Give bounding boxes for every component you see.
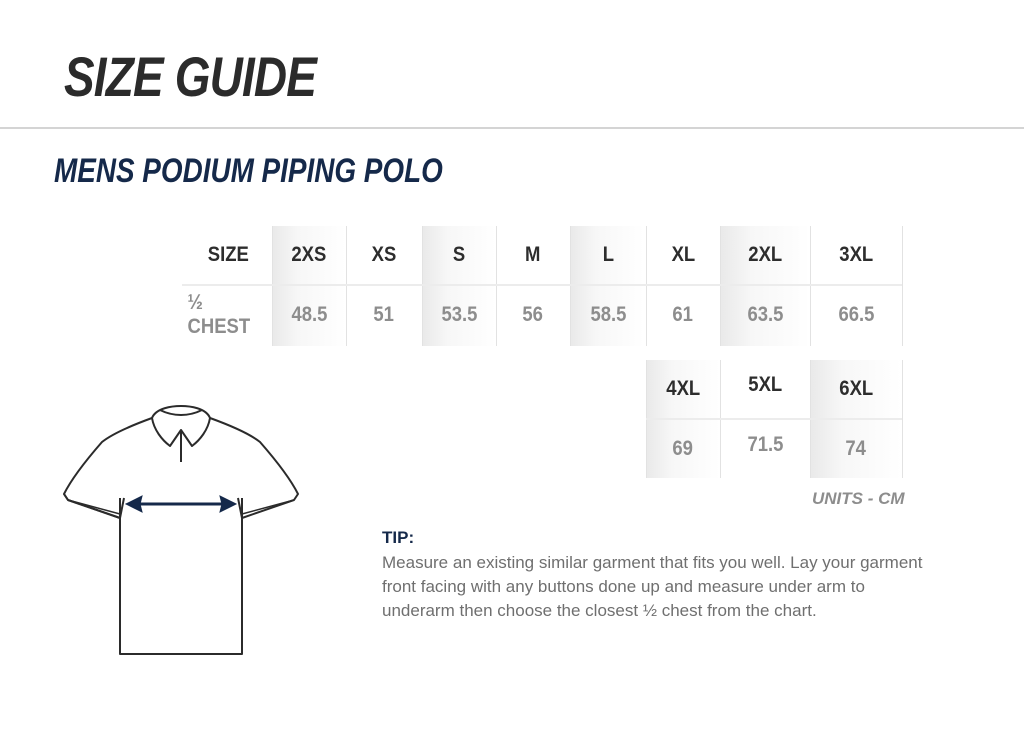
size-cell: XS [371, 243, 397, 266]
chest-cell: 56 [522, 303, 544, 326]
chest-cell: 53.5 [441, 303, 477, 326]
size-cell: 2XL [748, 243, 782, 266]
chest-cell: 58.5 [590, 303, 626, 326]
chest-header: ½ CHEST [187, 291, 251, 338]
divider [0, 127, 1024, 129]
column-separator [902, 226, 903, 346]
size-cell: 5XL [748, 373, 782, 396]
size-cell: 3XL [839, 243, 873, 266]
size-cell: M [525, 243, 541, 266]
chest-cell: 69 [672, 437, 694, 460]
size-cell: 2XS [291, 243, 327, 266]
tip-text: Measure an existing similar garment that fits you well. Lay your garment front facing with any buttons done up and measure under arm to underarm then choose the closest ½ chest from the chart. [382, 553, 923, 620]
size-cell: S [452, 243, 466, 266]
chest-cell: 48.5 [291, 303, 327, 326]
size-cell: L [602, 243, 614, 266]
column-separator [902, 360, 903, 478]
page-title: SIZE GUIDE [64, 45, 317, 108]
units-label: UNITS - CM [812, 489, 905, 508]
tip-label: TIP: [382, 528, 415, 547]
size-cell: 4XL [666, 377, 700, 400]
chest-cell: 63.5 [747, 303, 783, 326]
size-cell: 6XL [839, 377, 873, 400]
chest-cell: 71.5 [747, 433, 783, 456]
chest-cell: 51 [373, 303, 395, 326]
size-cell: XL [671, 243, 695, 266]
polo-shirt-icon [60, 400, 310, 660]
chest-cell: 74 [845, 437, 867, 460]
size-header: SIZE [207, 243, 249, 266]
chest-cell: 61 [672, 303, 694, 326]
chest-cell: 66.5 [838, 303, 874, 326]
product-title: MENS PODIUM PIPING POLO [54, 152, 443, 190]
